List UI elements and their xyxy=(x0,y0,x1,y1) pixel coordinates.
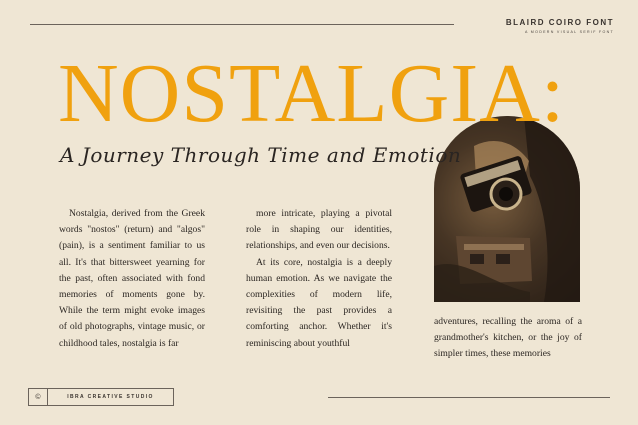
brand-title: BLAIRD COIRO FONT xyxy=(505,18,614,27)
studio-badge xyxy=(28,388,174,406)
brand-subtitle: A MODERN VISUAL SERIF FONT xyxy=(525,30,614,34)
brand-block xyxy=(506,18,614,34)
copyright-icon: © xyxy=(29,389,48,405)
article-paragraph: Nostalgia, derived from the Greek words "nostos" (return) and "algos" (pain), is a sentiment familiar to us all. It's that bittersweet yearning for the past, often associated with fond memories of moments gone by. While the term might evoke images of old photographs, vintage music, or childhood tales, nostalgia is far xyxy=(59,208,205,349)
article-paragraph: more intricate, playing a pivotal role in shaping our identities, relationships, and even our decisions. xyxy=(246,208,392,252)
article-paragraph: At its core, nostalgia is a deeply human emotion. As we navigate the complexities of modern life, revisiting the past provides a comforting anchor. Whether it's reminiscing about youthful xyxy=(246,256,392,349)
article-column-3 xyxy=(434,314,582,363)
article-column-2 xyxy=(246,206,392,352)
bottom-rule xyxy=(328,397,610,398)
headline-title: NOSTALGIA: xyxy=(58,47,566,140)
studio-label: IBRA CREATIVE STUDIO xyxy=(67,394,154,400)
top-rule xyxy=(30,24,454,25)
article-paragraph: adventures, recalling the aroma of a grandmother's kitchen, or the joy of simpler times, these memories xyxy=(434,316,582,360)
article-column-1 xyxy=(59,206,205,352)
headline-subtitle: A Journey Through Time and Emotion xyxy=(60,143,462,167)
